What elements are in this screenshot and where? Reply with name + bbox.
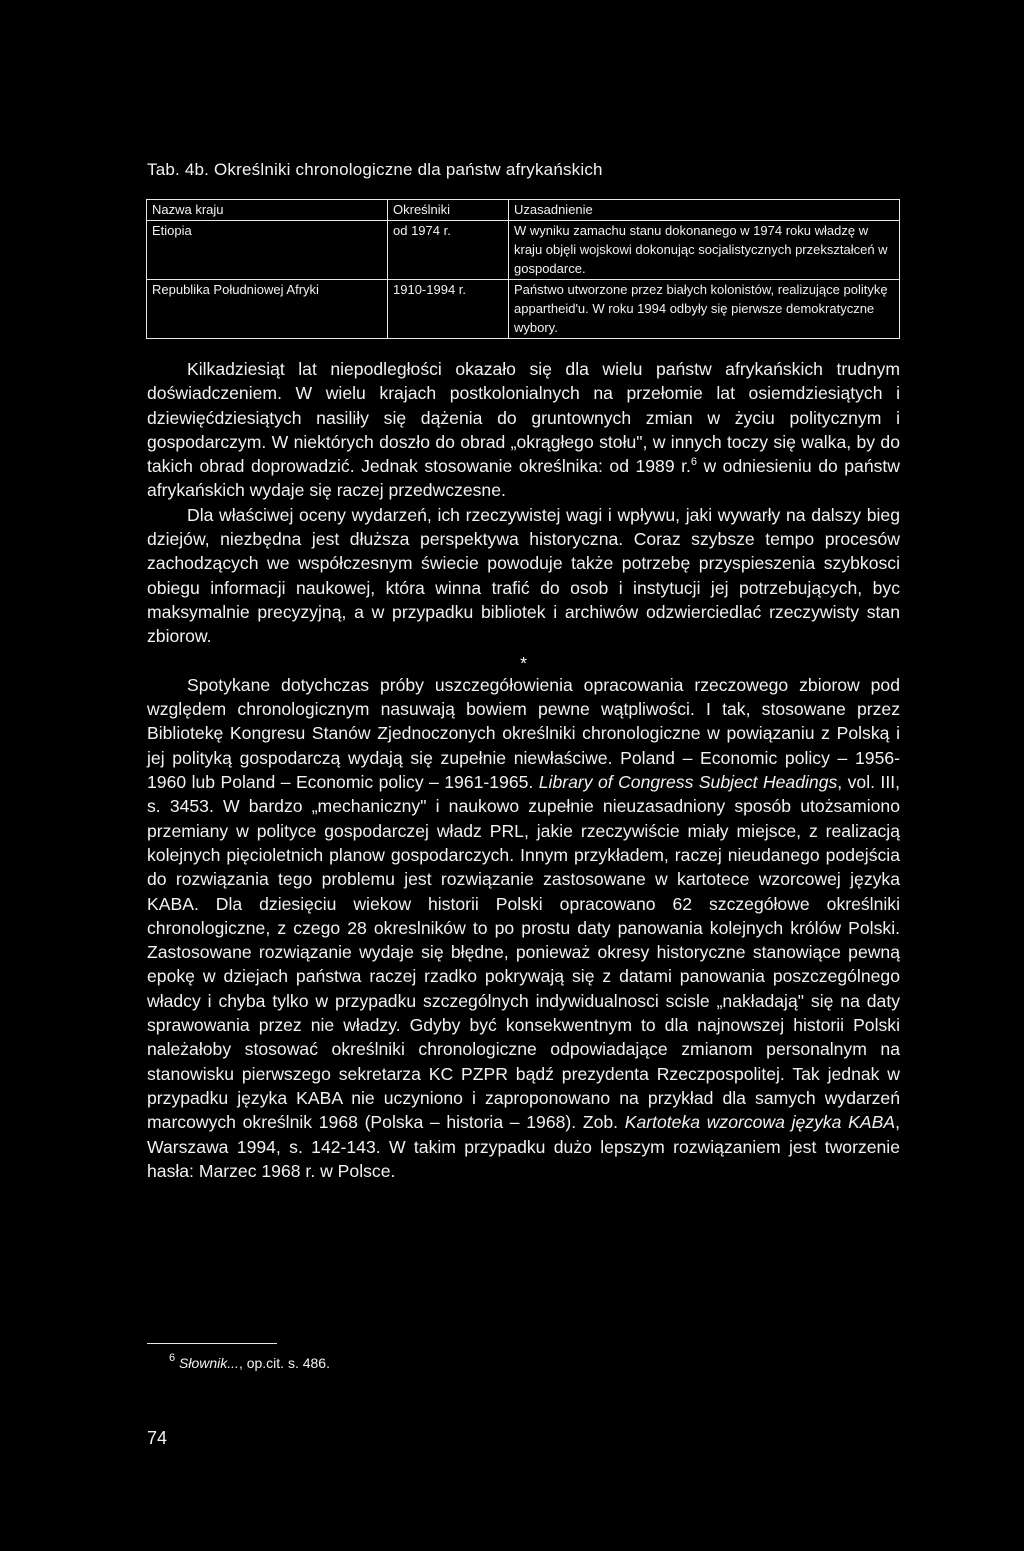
footnote [169, 1352, 330, 1371]
table-row [147, 221, 900, 280]
header-period: Określniki [388, 200, 509, 221]
paragraph-text: w odniesieniu do państw afrykańskich wydaje się raczej przedwczesne. [147, 456, 900, 501]
page-number: 74 [147, 1428, 168, 1448]
cell-country: Etiopia [147, 221, 388, 280]
paragraph [147, 673, 900, 1183]
cell-reason: W wyniku zamachu stanu dokonanego w 1974 roku władzę w kraju objęli wojskowi dokonując socjalistycznych przekształceń w gospodarce. [509, 221, 900, 280]
footnote-ref: 6 [690, 456, 697, 469]
cell-period: od 1974 r. [388, 221, 509, 280]
table-row [147, 280, 900, 339]
chronology-table [146, 199, 900, 339]
footnote-divider [147, 1343, 277, 1344]
footnote-number: 6 [169, 1352, 176, 1364]
table-header-row [147, 200, 900, 221]
citation-title: Kartoteka wzorcowa języka KABA [618, 1112, 896, 1133]
paragraph [147, 357, 900, 503]
paragraph-text: , Warszawa 1994, s. 142-143. W takim przypadku dużo lepszym rozwiązaniem jest tworzenie hasła: Marzec 1968 r. w Polsce. [147, 1112, 900, 1181]
cell-reason: Państwo utworzone przez białych kolonistów, realizujące politykę appartheid'u. W roku 1994 odbyły się pierwsze demokratyczne wybory. [509, 280, 900, 339]
body-text [147, 357, 900, 1183]
header-country: Nazwa kraju [147, 200, 388, 221]
paragraph-text: , vol. III, s. 3453. W bardzo „mechaniczny" i naukowo zupełnie nieuzasadniony sposób utożsamiono przemiany w polityce gospodarczej władz PRL, jakie rzeczywiście miały miejsce, z realizacją kolejnych pięcioletnich planow gospodarczych. Innym przykładem, raczej nieudanego podejścia do rozwiązania tego problemu jest rozwiązanie zastosowane w kartotece wzorcowej języka KABA. Dla dziesięciu wiekow historii Polski opracowano 62 szczegółowe określniki chronologiczne, z czego 28 okreslników to po prostu daty panowania kolejnych królów Polski. Zastosowane rozwiązanie wydaje się błędne, ponieważ okresy historyczne stanowiące pewną epokę w dziejach państwa raczej rzadko pokrywają się z datami panowania poszczególnego władcy i chyba tylko w przypadku szczególnych indywidualnosci scisle „nakładają" się na daty sprawowania przez nie władzy. Gdyby być konsekwentnym to dla najnowszej historii Polski należałoby stosować określniki chronologiczne odpowiadające zmianom personalnym na stanowisku pierwszego sekretarza KC PZPR bądź prezydenta Rzeczpospolitej. Tak jednak w przypadku języka KABA nie uczyniono i zaproponowano na przykład dla samych wydarzeń marcowych określnik 1968 (Polska – historia – 1968). Zob. [147, 772, 900, 1133]
cell-period: 1910-1994 r. [388, 280, 509, 339]
footnote-text: , op.cit. s. 486. [238, 1355, 330, 1371]
table-caption: Tab. 4b. Określniki chronologiczne dla państw afrykańskich [147, 160, 603, 179]
paragraph: Dla właściwej oceny wydarzeń, ich rzeczywistej wagi i wpływu, jaki wywarły na dalszy bieg dziejów, niezbędna jest dłuższa perspektywa historyczna. Coraz szybsze tempo procesów zachodzących we współczesnym świecie powoduje także potrzebę przyspieszenia szybkosci obiegu informacji naukowej, która winna trafić do osob i instytucji jej potrzebujących, byc maksymalnie precyzyjną, a w przypadku bibliotek i archiwów odzwierciedlać rzeczywisty stan zbiorow. [147, 504, 900, 647]
citation-title: Library of Congress Subject Headings [533, 772, 838, 793]
paragraph-text: Kilkadziesiąt lat niepodległości okazało się dla wielu państw afrykańskich trudnym doświadczeniem. W wielu krajach postkolonialnych na przełomie lat osiemdziesiątych i dziewięćdziesiątych nasiliły się dążenia do gruntownych zmian w życiu politycznym i gospodarczym. W niektórych doszło do obrad „okrągłego stołu", w innych toczy się walka, by do takich obrad doprowadzić. Jednak stosowanie określnika: od 1989 r. [147, 359, 900, 477]
cell-country: Republika Południowej Afryki [147, 280, 388, 339]
paragraph-text: Spotykane dotychczas próby uszczegółowienia opracowania rzeczowego zbiorow pod względem chronologicznym nasuwają bowiem pewne wątpliwości. I tak, stosowane przez Bibliotekę Kongresu Stanów Zjednoczonych określniki chronologiczne w powiązaniu z Polską i jej polityką gospodarczą wydają się zupełnie niewłaściwe. Poland – Economic policy – 1956-1960 lub Poland – Economic policy – 1961-1965. [147, 674, 900, 793]
section-separator: * [520, 652, 527, 673]
header-reason: Uzasadnienie [509, 200, 900, 221]
footnote-title: Słownik... [175, 1355, 239, 1371]
